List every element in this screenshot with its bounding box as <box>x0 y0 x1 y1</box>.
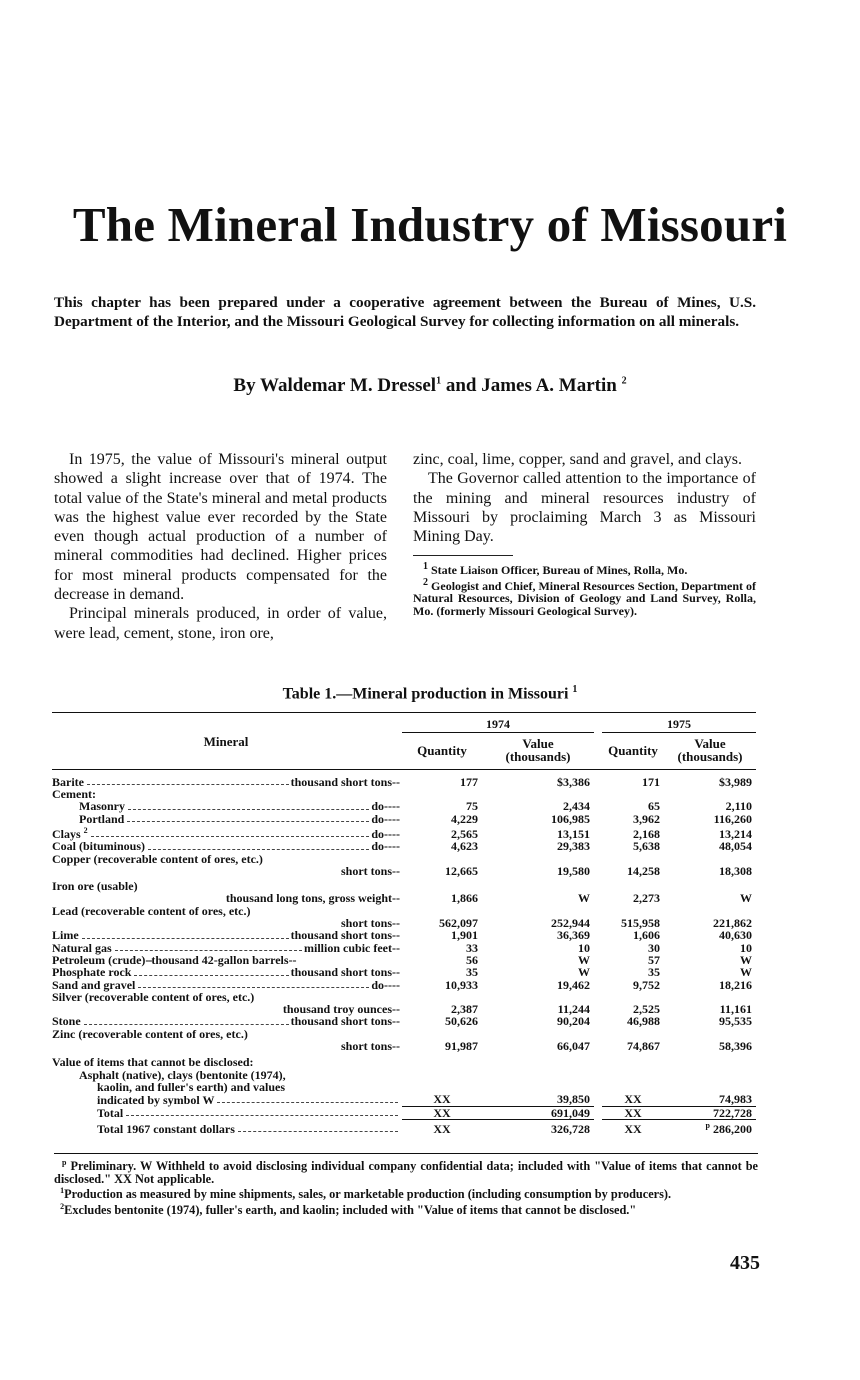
table-row: Phosphate rock thousand short tons -- 35 W 35 W <box>52 966 756 978</box>
table-row: Clays $^2$ do ---- 2,565 13,151 2,168 13,214 <box>52 825 756 840</box>
cell-quantity-1975: 35 <box>648 965 660 980</box>
header-value-1975 <box>664 733 756 767</box>
table-row: thousand long tons, gross weight-- 1,866 W 2,273 W <box>52 892 756 904</box>
row-label: Value of items that cannot be disclosed: <box>52 1055 254 1070</box>
row-unit: short tons <box>340 1039 392 1054</box>
cell-value-1974: 326,728 <box>551 1121 590 1136</box>
cell-quantity-1974: XX <box>402 1106 482 1119</box>
cell-value-1974: 19,462 <box>557 977 590 992</box>
byline-author-2: and James A. Martin <box>441 375 617 396</box>
note-2 <box>54 1185 758 1201</box>
cell-value-1975: 58,396 <box>719 1039 752 1054</box>
row-unit: million cubic feet <box>304 940 392 955</box>
cell-value-1975: 10 <box>740 940 752 955</box>
footnote-1-marker: 1 <box>423 561 428 573</box>
row-unit: do <box>371 826 385 841</box>
table-row: Lime thousand short tons -- 1,901 36,369 1,606 40,630 <box>52 929 756 941</box>
row-unit: do <box>371 799 385 814</box>
row-unit: do <box>371 839 385 854</box>
cell-value-1974: 2,434 <box>563 799 590 814</box>
cell-value-1975: 74,983 <box>664 1093 756 1106</box>
body-column-right <box>413 450 756 617</box>
cell-value-1974: 691,049 <box>482 1106 594 1119</box>
table-row: Barite thousand short tons -- 177 $3,386 171 $3,989 <box>52 776 756 788</box>
cell-quantity-1974: 2,387 <box>451 1002 478 1017</box>
cell-quantity-1974: XX <box>402 1093 482 1106</box>
cell-value-1974: 252,944 <box>551 916 590 931</box>
cell-quantity-1974: 1,901 <box>451 928 478 943</box>
note-1 <box>54 1157 758 1185</box>
byline <box>0 375 860 397</box>
cell-quantity-1974: 177 <box>460 774 478 789</box>
header-value-1974 <box>482 733 594 767</box>
footnote-rule <box>413 555 513 556</box>
footnote-1-text: State Liaison Officer, Bureau of Mines, Rolla, Mo. <box>431 563 688 578</box>
row-label: Lead (recoverable content of ores, etc.) <box>52 903 251 918</box>
cell-quantity-1974: 35 <box>466 965 478 980</box>
header-year-1974: 1974 <box>402 718 594 733</box>
cell-value-1974: 13,151 <box>557 826 590 841</box>
cell-value-1975-text: 286,200 <box>713 1121 752 1136</box>
cell-value-1974: 11,244 <box>557 1002 590 1017</box>
page-number: 435 <box>730 1252 760 1274</box>
cell-value-1974: 66,047 <box>557 1039 590 1054</box>
cell-quantity-1975: 57 <box>648 952 660 967</box>
cell-quantity-1975: 171 <box>642 774 660 789</box>
cell-quantity-1975: 46,988 <box>627 1014 660 1029</box>
cell-value-1975: W <box>740 891 752 906</box>
cell-quantity-1974: 562,097 <box>439 916 478 931</box>
row-label: Phosphate rock <box>52 965 132 980</box>
mineral-production-table <box>52 712 756 1135</box>
cell-quantity-1974: 1,866 <box>451 891 478 906</box>
cell-quantity-1975: 2,525 <box>633 1002 660 1017</box>
cell-value-1975: 11,161 <box>719 1002 752 1017</box>
row-unit: thousand short tons <box>290 965 392 980</box>
note-2-text: Production as measured by mine shipments, sales, or marketable production (including consumption by producers). <box>64 1187 672 1202</box>
row-label-text: Clays <box>52 826 81 841</box>
table-row <box>52 1119 756 1135</box>
cell-quantity-1975: 30 <box>648 940 660 955</box>
row-unit: do <box>371 811 385 826</box>
cell-value-1975: 221,862 <box>713 916 752 931</box>
footnote-1 <box>413 561 756 577</box>
header-value-1975-line2: (thousands) <box>677 749 743 765</box>
table-title-sup: 1 <box>572 684 578 695</box>
byline-sup-1: 1 <box>436 375 442 387</box>
row-label: Stone <box>52 1014 81 1029</box>
byline-author-1: By Waldemar M. Dressel <box>233 375 437 396</box>
footnote-2 <box>413 577 756 618</box>
cell-quantity-1974: 91,987 <box>445 1039 478 1054</box>
cell-value-1975: 2,110 <box>725 799 752 814</box>
table-row: short tons-- 91,987 66,047 74,867 58,396 <box>52 1040 756 1052</box>
row-unit: short tons <box>340 863 392 878</box>
table-row: Petroleum (crude) -- thousand 42-gallon barrels -- 56 W 57 W <box>52 954 756 966</box>
table-title-text: Table 1.—Mineral production in Missouri <box>282 685 569 703</box>
cell-value-1974: 36,369 <box>557 928 590 943</box>
row-unit: thousand short tons <box>290 774 392 789</box>
cell-value-1974: $3,386 <box>557 774 590 789</box>
cell-quantity-1974: XX <box>433 1121 451 1136</box>
row-label: Total 1967 constant dollars <box>97 1121 235 1136</box>
cell-quantity-1974: 4,229 <box>451 811 478 826</box>
row-unit: thousand 42-gallon barrels <box>151 952 289 967</box>
table-row: Masonry do ---- 75 2,434 65 2,110 <box>52 800 756 812</box>
note-3-marker: 2 <box>60 1201 65 1211</box>
row-unit: thousand short tons <box>290 928 392 943</box>
cell-quantity-1974: 50,626 <box>445 1014 478 1029</box>
row-label: Zinc (recoverable content of ores, etc.) <box>52 1026 248 1041</box>
table-row <box>52 1106 756 1119</box>
paragraph-2-continued: zinc, coal, lime, copper, sand and gravel, and clays. <box>413 451 743 468</box>
row-label: Iron ore (usable) <box>52 879 138 894</box>
header-value-1974-line2: (thousands) <box>505 749 571 765</box>
cell-value-1974: W <box>578 891 590 906</box>
row-unit: thousand long tons, gross weight <box>225 891 392 906</box>
row-label: Total <box>97 1106 124 1121</box>
table-row: Stone thousand short tons -- 50,626 90,204 46,988 95,535 <box>52 1015 756 1027</box>
cell-value-1975: W <box>740 952 752 967</box>
cell-quantity-1975: 1,606 <box>633 928 660 943</box>
cell-quantity-1975: 515,958 <box>621 916 660 931</box>
table-row <box>52 1081 756 1093</box>
cell-value-1974: 19,580 <box>557 863 590 878</box>
cell-quantity-1974: 12,665 <box>445 863 478 878</box>
row-label-line: Asphalt (native), clays (bentonite (1974), <box>79 1067 286 1082</box>
row-label: Silver (recoverable content of ores, etc.) <box>52 989 255 1004</box>
cell-value-1974: 106,985 <box>551 811 590 826</box>
header-value-1974-line1: Value <box>522 736 554 752</box>
cell-value-1975: 722,728 <box>664 1106 756 1119</box>
cell-value-1974: 90,204 <box>557 1014 590 1029</box>
row-label: Sand and gravel <box>52 977 136 992</box>
cell-quantity-1974: 75 <box>466 799 478 814</box>
row-label: Copper (recoverable content of ores, etc.) <box>52 851 263 866</box>
note-1-marker: p <box>62 1158 67 1167</box>
chapter-intro: This chapter has been prepared under a cooperative agreement between the Bureau of Mines, U.S. Department of the Interior, and the Missouri Geological Survey for collecting information on all minerals. <box>54 294 756 330</box>
cell-quantity-1975: 9,752 <box>633 977 660 992</box>
note-1-text: Preliminary. W Withheld to avoid disclosing individual company confidential data; included with "Value of items that cannot be disclosed." XX Not applicable. <box>54 1159 758 1186</box>
cell-quantity-1974: 33 <box>466 940 478 955</box>
cell-value-1975: 116,260 <box>713 811 752 826</box>
cell-value-1974: W <box>578 952 590 967</box>
row-label: Cement: <box>52 787 96 802</box>
cell-quantity-1975: XX <box>624 1121 642 1136</box>
row-label: Barite <box>52 774 84 789</box>
cell-value-1974: 39,850 <box>482 1093 594 1106</box>
note-3-text: Excludes bentonite (1974), fuller's earth, and kaolin; included with "Value of items that cannot be disclosed." <box>64 1202 637 1217</box>
table-row <box>52 1056 756 1068</box>
byline-sup-2: 2 <box>621 375 627 387</box>
cell-value-1975: 18,308 <box>719 863 752 878</box>
cell-quantity-1975: 2,273 <box>633 891 660 906</box>
cell-value-1975: 48,054 <box>719 839 752 854</box>
paragraph-3: The Governor called attention to the importance of the mining and mineral resources industry of Missouri by proclaiming March 3 as Missouri Mining Day. <box>413 470 756 546</box>
cell-value-1975: $3,989 <box>719 774 752 789</box>
row-unit: do <box>371 977 385 992</box>
row-label: Masonry <box>79 799 125 814</box>
cell-value-1975: W <box>740 965 752 980</box>
note-3 <box>54 1201 758 1217</box>
cell-value-1975: 13,214 <box>719 826 752 841</box>
cell-value-1974: W <box>578 965 590 980</box>
row-unit: thousand troy ounces <box>282 1002 392 1017</box>
cell-value-1974: 29,383 <box>557 839 590 854</box>
row-label: Portland <box>79 811 125 826</box>
header-value-1975-line1: Value <box>694 736 726 752</box>
cell-quantity-1975: 74,867 <box>627 1039 660 1054</box>
row-unit: thousand short tons <box>290 1014 392 1029</box>
row-label: Coal (bituminous) <box>52 839 146 854</box>
table-row: Natural gas million cubic feet -- 33 10 30 10 <box>52 942 756 954</box>
cell-quantity-1974: 2,565 <box>451 826 478 841</box>
row-label-line: indicated by symbol W <box>97 1092 215 1107</box>
cell-value-1975: 95,535 <box>719 1014 752 1029</box>
row-label-sup: 2 <box>83 825 88 835</box>
row-label: Lime <box>52 928 79 943</box>
cell-quantity-1975: 5,638 <box>633 839 660 854</box>
header-quantity-1975: Quantity <box>608 742 658 758</box>
row-label-line: kaolin, and fuller's earth) and values <box>97 1079 286 1094</box>
cell-value-1975: 40,630 <box>719 928 752 943</box>
table-title <box>0 684 860 703</box>
row-label: Natural gas <box>52 940 112 955</box>
cell-quantity-1975: 3,962 <box>633 811 660 826</box>
footnote-2-text: Geologist and Chief, Mineral Resources Section, Department of Natural Resources, Division of Geology and Land Survey, Rolla, Mo. (formerly Missouri Geological Survey). <box>413 578 757 618</box>
cell-quantity-1974: 56 <box>466 952 478 967</box>
page-title: The Mineral Industry of Missouri <box>72 197 788 252</box>
cell-quantity-1974: 4,623 <box>451 839 478 854</box>
cell-value-1975 <box>664 1119 756 1135</box>
body-column-left <box>54 450 387 643</box>
paragraph-2: Principal minerals produced, in order of value, were lead, cement, stone, iron ore, <box>54 605 387 642</box>
table-row: Portland do ---- 4,229 106,985 3,962 116,260 <box>52 813 756 825</box>
preliminary-marker: p <box>705 1120 710 1130</box>
header-year-1975: 1975 <box>602 718 756 733</box>
cell-quantity-1975: 14,258 <box>627 863 660 878</box>
row-label <box>52 825 88 840</box>
paragraph-1: In 1975, the value of Missouri's mineral output showed a slight increase over that of 1974. The total value of the State's mineral and metal products was the highest value ever recorded by the State even though actual production of a number of mineral commodities had declined. Higher prices for most mineral products compensated for the decrease in demand. <box>54 451 387 604</box>
table-notes <box>54 1153 758 1216</box>
cell-quantity-1975: XX <box>602 1093 664 1106</box>
table-row: thousand troy ounces-- 2,387 11,244 2,525 11,161 <box>52 1003 756 1015</box>
header-quantity-1974: Quantity <box>417 742 467 758</box>
footnote-2-marker: 2 <box>423 576 428 588</box>
table-row: short tons-- 562,097 252,944 515,958 221,862 <box>52 917 756 929</box>
header-mineral: Mineral <box>203 734 249 750</box>
cell-value-1974: 10 <box>578 940 590 955</box>
cell-quantity-1974: 10,933 <box>445 977 478 992</box>
table-row: Sand and gravel do ---- 10,933 19,462 9,752 18,216 <box>52 979 756 991</box>
row-label: Petroleum (crude) <box>52 952 146 967</box>
table-row: short tons-- 12,665 19,580 14,258 18,308 <box>52 865 756 877</box>
cell-quantity-1975: 65 <box>648 799 660 814</box>
cell-quantity-1975: 2,168 <box>633 826 660 841</box>
cell-quantity-1975: XX <box>602 1106 664 1119</box>
note-2-marker: 1 <box>60 1186 65 1196</box>
table-row: Coal (bituminous) do ---- 4,623 29,383 5,638 48,054 <box>52 840 756 852</box>
table-row <box>52 1093 756 1106</box>
cell-value-1975: 18,216 <box>719 977 752 992</box>
row-unit: short tons <box>340 916 392 931</box>
